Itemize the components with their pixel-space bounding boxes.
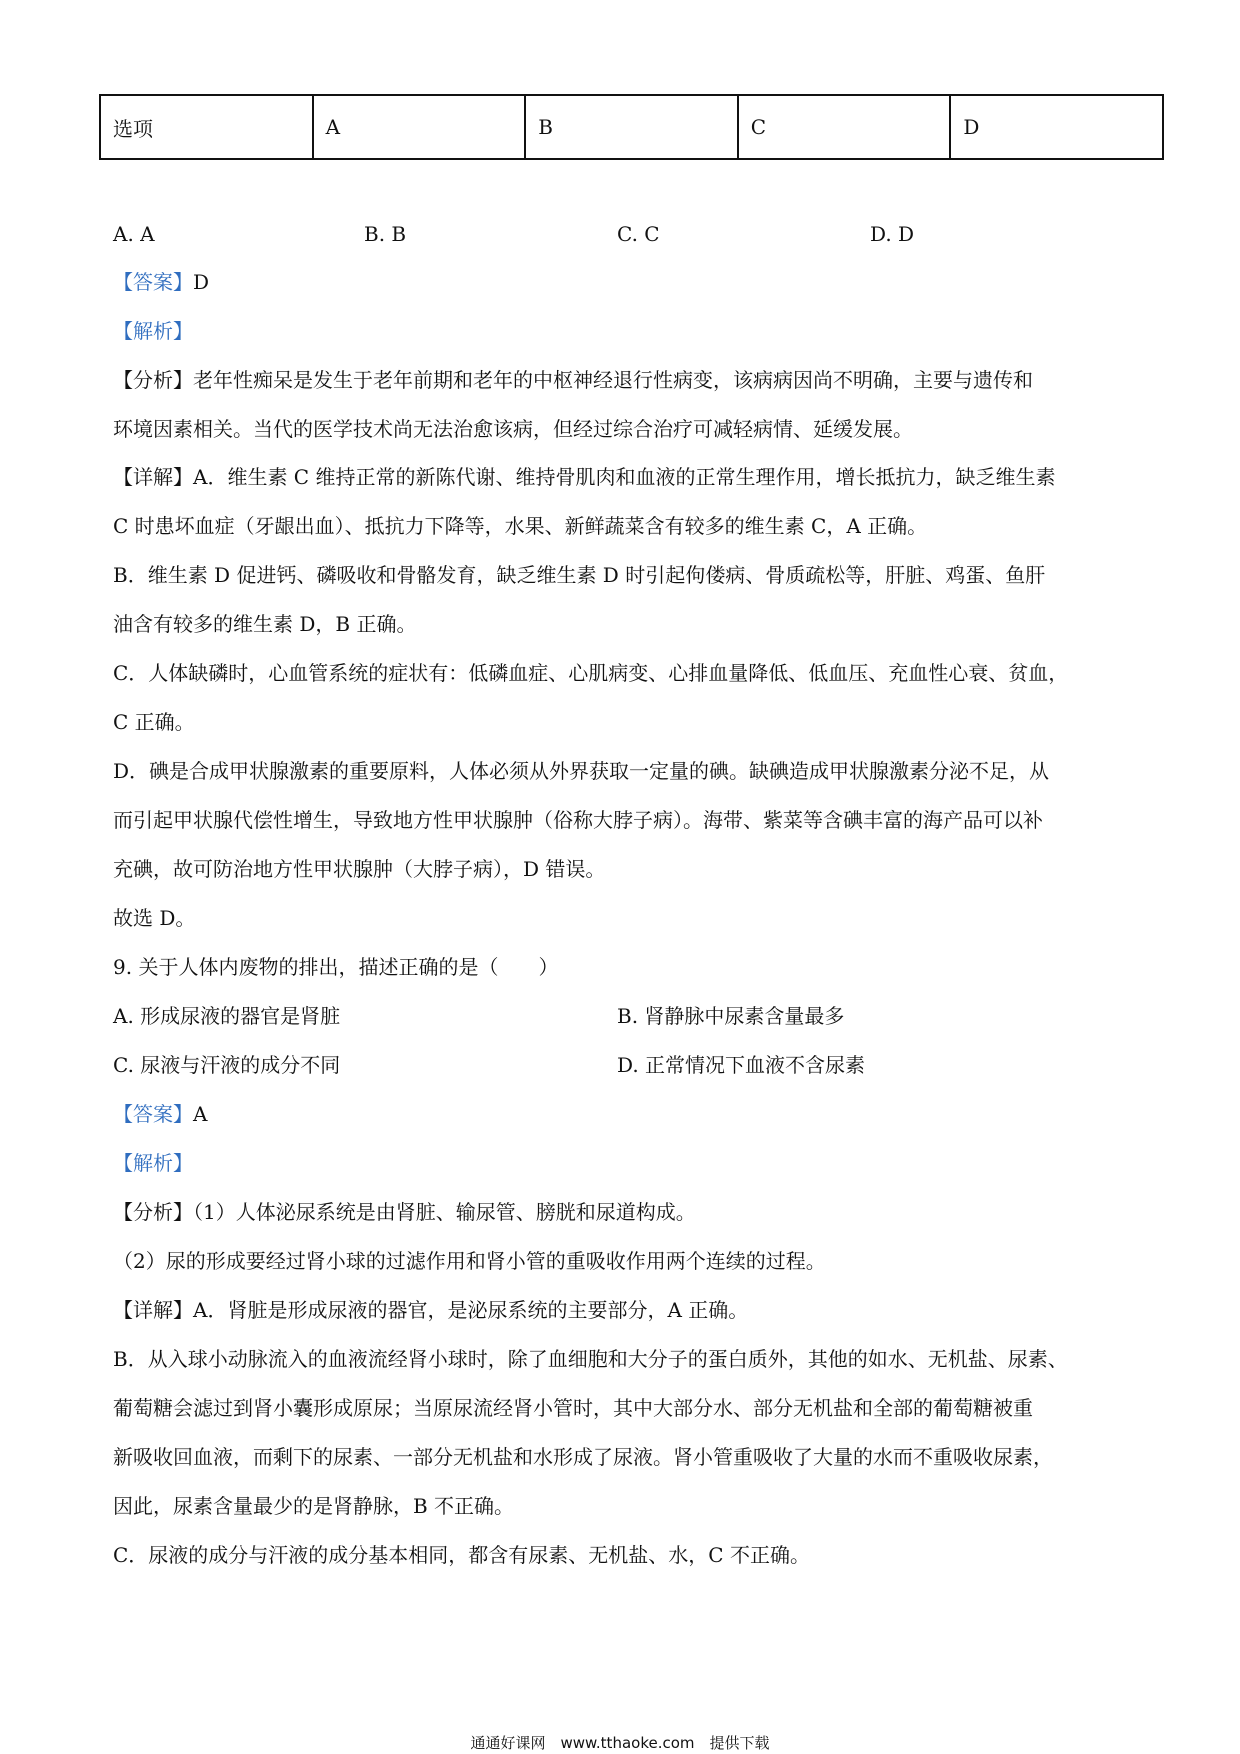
q9-fenxi-line: [113, 1198, 696, 1226]
fenxi-tag: 【分析】: [113, 1200, 193, 1224]
q9-detail-line: [113, 1296, 748, 1324]
q8-detail-line: B．维生素 D 促进钙、磷吸收和骨骼发育，缺乏维生素 D 时引起佝偻病、骨质疏松等，肝脏、鸡蛋、鱼肝: [113, 563, 1046, 587]
options-table-row: [100, 95, 1163, 159]
q8-detail-line: 充碘，故可防治地方性甲状腺肿（大脖子病），D 错误。: [113, 857, 606, 881]
q8-fenxi-line: [113, 366, 1033, 394]
analysis-tag: 【解析】: [113, 319, 193, 343]
q9-analysis-heading: [113, 1149, 193, 1177]
analysis-tag: 【解析】: [113, 1151, 193, 1175]
q8-option-a: A. A: [113, 222, 155, 246]
detail-tag: 【详解】: [113, 465, 193, 489]
q9-option-c: C. 尿液与汗液的成分不同: [113, 1053, 341, 1077]
q8-detail-line: C 时患坏血症（牙龈出血）、抵抗力下降等，水果、新鲜蔬菜含有较多的维生素 C，A 正确。: [113, 514, 928, 538]
q9-answer-line: [113, 1100, 207, 1128]
q9-detail-line: 因此，尿素含量最少的是肾静脉，B 不正确。: [113, 1494, 515, 1518]
q9-fenxi-line: （2）尿的形成要经过肾小球的过滤作用和肾小管的重吸收作用两个连续的过程。: [113, 1249, 826, 1273]
q8-option-b: B. B: [364, 222, 407, 246]
answer-tag: 【答案】: [113, 270, 193, 294]
options-table: [99, 94, 1164, 160]
q8-option-d: D. D: [870, 222, 915, 246]
q8-option-c: C. C: [617, 222, 660, 246]
answer-value: A: [193, 1102, 208, 1126]
q9-detail-line: C．尿液的成分与汗液的成分基本相同，都含有尿素、无机盐、水，C 不正确。: [113, 1543, 810, 1567]
table-cell: 选项: [100, 95, 313, 159]
table-cell: B: [525, 95, 738, 159]
q9-detail-line: 新吸收回血液，而剩下的尿素、一部分无机盐和水形成了尿液。肾小管重吸收了大量的水而不重吸收尿素，: [113, 1445, 1053, 1469]
q8-detail-line: [113, 463, 1055, 491]
answer-tag: 【答案】: [113, 1102, 193, 1126]
q9-detail-line: B．从入球小动脉流入的血液流经肾小球时，除了血细胞和大分子的蛋白质外，其他的如水、无机盐、尿素、: [113, 1347, 1068, 1371]
table-cell: C: [738, 95, 951, 159]
q9-option-b: B. 肾静脉中尿素含量最多: [617, 1004, 845, 1028]
detail-text: A．肾脏是形成尿液的器官，是泌尿系统的主要部分，A 正确。: [193, 1298, 749, 1322]
fenxi-tag: 【分析】: [113, 368, 193, 392]
fenxi-text: 老年性痴呆是发生于老年前期和老年的中枢神经退行性病变，该病病因尚不明确，主要与遗传和: [193, 368, 1033, 392]
q9-question: 9. 关于人体内废物的排出，描述正确的是（ ）: [113, 955, 559, 979]
page-footer: 通通好课网 www.tthaoke.com 提供下载: [470, 1734, 770, 1752]
q8-detail-line: 油含有较多的维生素 D，B 正确。: [113, 612, 417, 636]
q9-detail-line: 葡萄糖会滤过到肾小囊形成原尿；当原尿流经肾小管时，其中大部分水、部分无机盐和全部的葡萄糖被重: [113, 1396, 1033, 1420]
q8-answer-line: [113, 268, 209, 296]
q8-detail-line: D．碘是合成甲状腺激素的重要原料，人体必须从外界获取一定量的碘。缺碘造成甲状腺激素分泌不足，从: [113, 759, 1050, 783]
q9-option-a: A. 形成尿液的器官是肾脏: [113, 1004, 341, 1028]
q9-option-d: D. 正常情况下血液不含尿素: [617, 1053, 866, 1077]
q8-analysis-heading: [113, 317, 193, 345]
answer-value: D: [193, 270, 210, 294]
detail-tag: 【详解】: [113, 1298, 193, 1322]
fenxi-text: （1）人体泌尿系统是由肾脏、输尿管、膀胱和尿道构成。: [193, 1200, 696, 1224]
table-cell: D: [950, 95, 1163, 159]
q8-detail-line: C 正确。: [113, 710, 195, 734]
detail-text: A．维生素 C 维持正常的新陈代谢、维持骨肌肉和血液的正常生理作用，增长抵抗力，缺乏维生素: [193, 465, 1056, 489]
q8-detail-line: C．人体缺磷时，心血管系统的症状有：低磷血症、心肌病变、心排血量降低、低血压、充血性心衰、贫血，: [113, 661, 1069, 685]
q8-fenxi-line: 环境因素相关。当代的医学技术尚无法治愈该病，但经过综合治疗可减轻病情、延缓发展。: [113, 417, 913, 441]
table-cell: A: [313, 95, 526, 159]
q8-detail-line: 而引起甲状腺代偿性增生，导致地方性甲状腺肿（俗称大脖子病）。海带、紫菜等含碘丰富的海产品可以补: [113, 808, 1043, 832]
q8-conclusion: 故选 D。: [113, 906, 196, 930]
